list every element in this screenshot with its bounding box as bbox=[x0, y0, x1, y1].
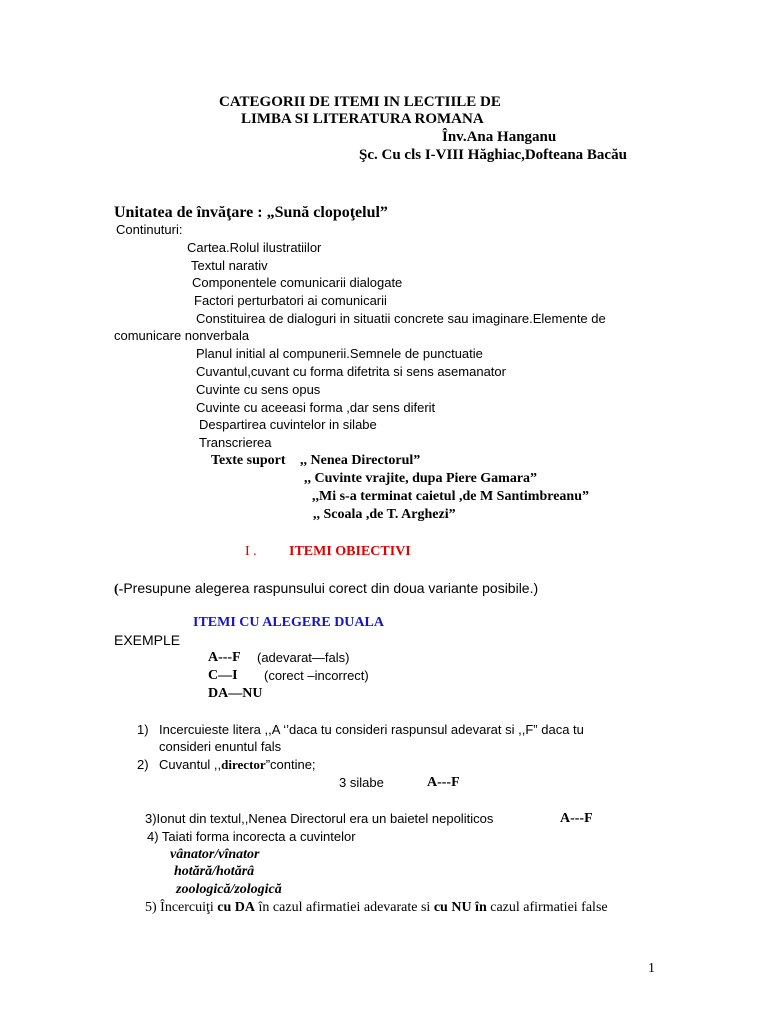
content-item: Despartirea cuvintelor in silabe bbox=[199, 417, 377, 432]
content-item: Planul initial al compunerii.Semnele de punctuatie bbox=[196, 346, 483, 361]
item-answer-text: 3 silabe bbox=[339, 775, 384, 790]
contents-label: Continuturi: bbox=[116, 222, 183, 237]
section-number: I . bbox=[245, 544, 257, 559]
support-text: ,, Scoala ,de T. Arghezi” bbox=[313, 507, 456, 522]
item-keyword: cu DA bbox=[217, 900, 256, 915]
support-text: ,, Cuvinte vrajite, dupa Piere Gamara” bbox=[304, 471, 538, 486]
author-name: Înv.Ana Hanganu bbox=[442, 129, 557, 145]
content-item: Constituirea de dialoguri in situatii concrete sau imaginare.Elemente de bbox=[196, 311, 606, 326]
section-note bbox=[114, 581, 538, 597]
content-item: Componentele comunicarii dialogate bbox=[192, 275, 403, 290]
item-answer-choice: A---F bbox=[560, 811, 593, 826]
item-text: Incercuieste litera ,,A ‘’daca tu consideri raspunsul adevarat si ,,F” daca tu bbox=[159, 722, 584, 737]
item-number: 1) bbox=[137, 722, 149, 737]
item-keyword: director bbox=[221, 757, 266, 772]
example-meaning: (corect –incorrect) bbox=[264, 668, 369, 683]
item-text-post: ”contine; bbox=[265, 757, 316, 772]
item-text-post: cazul afirmatiei false bbox=[486, 900, 608, 915]
example-meaning: (adevarat—fals) bbox=[257, 650, 350, 665]
content-item-continuation: comunicare nonverbala bbox=[114, 328, 250, 343]
content-item: Cuvinte cu sens opus bbox=[196, 382, 321, 397]
example-code: C—I bbox=[208, 668, 238, 683]
example-code: DA—NU bbox=[208, 686, 263, 701]
subsection-title: ITEMI CU ALEGERE DUALA bbox=[193, 615, 384, 630]
word-pair: vânator/vînator bbox=[170, 847, 260, 862]
note-text: Presupune alegerea raspunsului corect din doua variante posibile.) bbox=[123, 580, 539, 596]
content-item: Cuvinte cu aceeasi forma ,dar sens diferit bbox=[196, 400, 436, 415]
item-text: 3)Ionut din textul,,Nenea Directorul era un baietel nepoliticos bbox=[145, 811, 494, 826]
section-title: ITEMI OBIECTIVI bbox=[289, 544, 411, 559]
school-name: Şc. Cu cls I-VIII Hăghiac,Dofteana Bacău bbox=[359, 147, 627, 163]
unit-heading: Unitatea de învăţare : „Sună clopoţelul” bbox=[114, 204, 388, 221]
examples-label: EXEMPLE bbox=[114, 632, 181, 648]
example-code: A---F bbox=[208, 650, 241, 665]
item-text bbox=[145, 901, 608, 915]
support-texts-label: Texte suport bbox=[211, 453, 286, 468]
page-number: 1 bbox=[648, 961, 655, 976]
support-text: ,,Mi s-a terminat caietul ,de M Santimbreanu” bbox=[312, 489, 589, 504]
note-open-paren: (- bbox=[114, 582, 124, 597]
content-item: Textul narativ bbox=[191, 258, 268, 273]
support-text: ,, Nenea Directorul” bbox=[300, 453, 421, 468]
item-text-continuation: consideri enuntul fals bbox=[159, 739, 282, 754]
document-title-line-2: LIMBA SI LITERATURA ROMANA bbox=[241, 111, 484, 127]
item-text bbox=[159, 758, 316, 771]
content-item: Cartea.Rolul ilustratiilor bbox=[187, 240, 322, 255]
item-keyword: cu NU în bbox=[433, 900, 487, 915]
item-number: 2) bbox=[137, 757, 149, 772]
item-answer-choice: A---F bbox=[427, 775, 460, 790]
content-item: Transcrierea bbox=[199, 435, 272, 450]
item-text: 4) Taiati forma incorecta a cuvintelor bbox=[147, 829, 356, 844]
word-pair: hotără/hotărâ bbox=[174, 864, 255, 879]
document-title-line-1: CATEGORII DE ITEMI IN LECTIILE DE bbox=[219, 94, 501, 110]
content-item: Factori perturbatori ai comunicarii bbox=[194, 293, 387, 308]
word-pair: zoologică/zologică bbox=[176, 882, 282, 897]
item-text-pre: Cuvantul ,, bbox=[159, 757, 222, 772]
content-item: Cuvantul,cuvant cu forma difetrita si sens asemanator bbox=[196, 364, 506, 379]
item-text-pre: 5) Încercuiţi bbox=[145, 900, 218, 915]
item-text-mid: în cazul afirmatiei adevarate si bbox=[255, 900, 434, 915]
